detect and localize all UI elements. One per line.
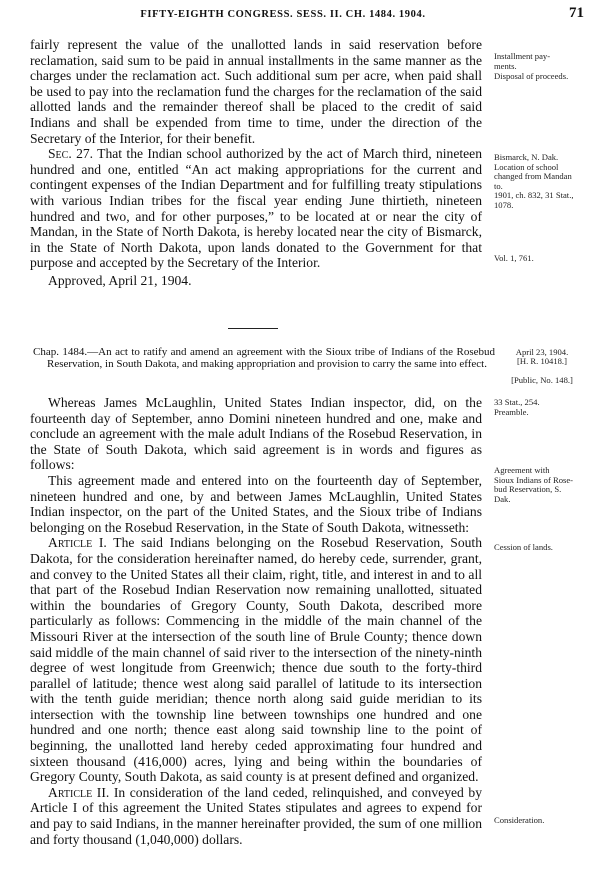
margin-note-disposal: Disposal of proceeds. [494,71,569,81]
margin-note-agreement: Agreement with Sioux Indians of Rose- bud Reservation, S. Dak. [494,465,574,504]
paragraph-article-2 [30,785,482,847]
paragraph-reclamation: fairly represent the value of the unallotted lands in said reservation before reclamation, said sum to be paid in annual installments in the same manner as the charges under the reclamation act. Such additional sum per acre, when paid shall be used to pay into the reclamation fund the charges for the reclamation of the said allotted lands and the remainder thereof shall be placed to the credit of said Indians and shall be expended from time to time, under the direction of the Secretary of the Interior, for their benefit. [30,37,482,146]
upper-section [30,37,482,289]
article-2-label: Article II. [48,784,110,800]
margin-note-bismarck: Bismarck, N. Dak. Location of school changed from Mandan to. 1901, ch. 832, 31 Stat., 1078. [494,152,574,210]
paragraph-article-1 [30,535,482,785]
margin-note-public-law: [Public, No. 148.] [511,375,573,385]
margin-note-vol: Vol. 1, 761. [494,253,534,263]
article-1-text: The said Indians belonging on the Rosebud Reservation, South Dakota, for the consideration hereinafter named, do hereby cede, surrender, grant, and convey to the United States all their claim, right, title, and interest in and to all that part of the Rosebud Indian Reservation now remaining unallotted, situated within the boundaries of Gregory County, South Dakota, described more particularly as follows: Commencing in the middle of the main channel of the Missouri River at the intersection of the south line of Brule County; thence down said middle of the main channel of said river to the intersection of the ninety-ninth degree of west longitude from Greenwich; thence due south to the forty-third parallel of latitude; thence west along said parallel of latitude to its intersection with the tenth guide meridian; thence north along said guide meridian to its intersection with the township line between townships one hundred and one hundred and one north; thence east along said township line to the point of beginning, the unallotted land hereby ceded approximating four hundred and sixteen thousand (416,000) acres, lying and being within the boundaries of Gregory County, South Dakota, as said county is at present defined and organized. [30,535,482,785]
paragraph-sec-27 [30,146,482,271]
article-1-label: Article I. [48,535,107,551]
article-2-text: In consideration of the land ceded, relinquished, and conveyed by Article I of this agreement the United States stipulates and agrees to expend for and pay to said Indians, in the manner hereinafter provided, the sum of one million and forty thousand (1,040,000) dollars. [30,784,482,847]
running-header [18,6,588,24]
margin-note-cession: Cession of lands. [494,542,553,552]
margin-note-consideration: Consideration. [494,815,545,825]
approval-line: Approved, April 21, 1904. [48,272,192,288]
chapter-heading: Chap. 1484.—An act to ratify and amend an agreement with the Sioux tribe of Indians of the Rosebud Reservation, in South Dakota, and making appropriation and provision to carry the same into effect. [33,346,495,371]
section-text: That the Indian school authorized by the act of March third, nineteen hundred and one, entitled “An act making appropriations for the current and contingent expenses of the Indian Department and for fulfilling treaty stipulations with various Indian tribes for the fiscal year ending June thirtieth, nineteen hundred and two, and for other purposes,” to be located at or near the city of Mandan, in the State of North Dakota, is hereby located near the city of Bismarck, in the State of North Dakota, upon lands donated to the Government for that purpose and accepted by the Secretary of the Interior. [30,146,482,271]
lower-section [30,395,482,847]
margin-note-date: April 23, 1904. [515,347,569,357]
section-divider [228,328,278,329]
margin-note-bill: [H. R. 10418.] [517,356,567,366]
running-head: FIFTY-EIGHTH CONGRESS. SESS. II. CH. 1484. 1904. [140,9,426,20]
page-number: 71 [569,5,584,21]
margin-note-installment: Installment pay- ments. [494,51,551,71]
paragraph-whereas: Whereas James McLaughlin, United States Indian inspector, did, on the fourteenth day of September, anno Domini nineteen hundred and one, make and conclude an agreement with the male adult Indians of the Rosebud Reservation, in the State of South Dakota, which said agreement is in words and figures as follows: [30,395,482,473]
margin-note-preamble: 33 Stat., 254. Preamble. [494,397,540,417]
paragraph-agreement: This agreement made and entered into on the fourteenth day of September, nineteen hundred and one, by and between James McLaughlin, United States Indian inspector, on the part of the United States, and the Sioux tribe of Indians belonging on the Rosebud Reservation, in the State of South Dakota, witnesseth: [30,472,482,535]
section-label: Sec. 27. [48,146,94,162]
